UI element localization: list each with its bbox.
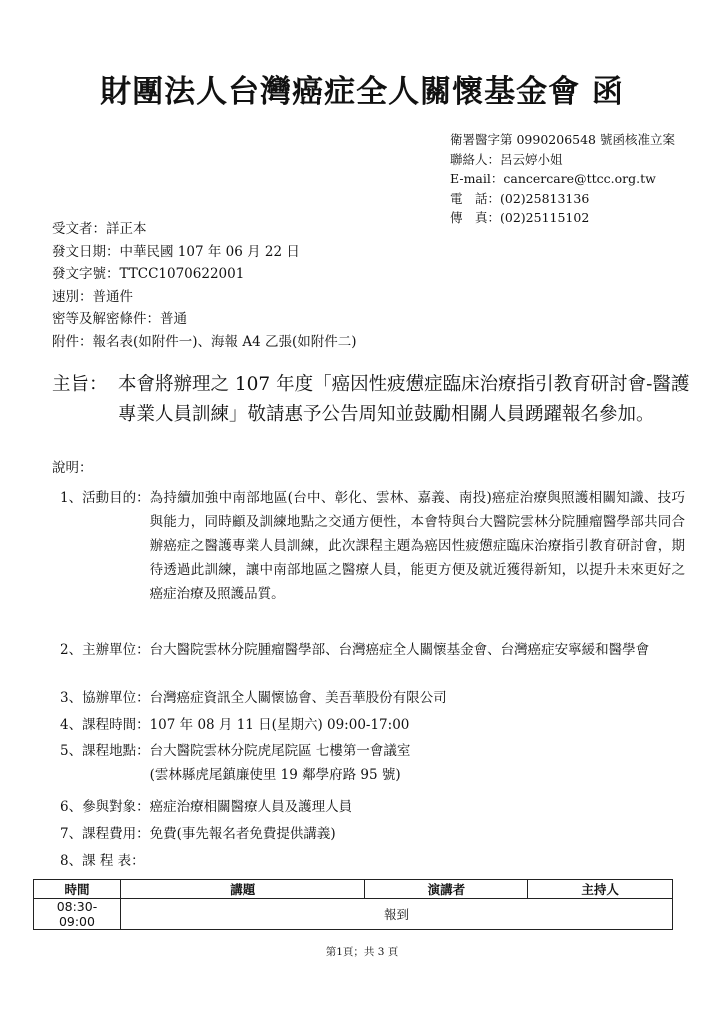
list-item xyxy=(60,486,685,606)
explanation-label: 說明： xyxy=(52,460,93,476)
subject-label: 主旨： xyxy=(52,374,108,395)
col-header-speaker: 演講者 xyxy=(365,880,528,899)
col-header-moderator: 主持人 xyxy=(528,880,673,899)
list-item xyxy=(60,739,685,787)
item-text: 免費(事先報名者免費提供講義) xyxy=(149,826,336,842)
item-label: 2、主辦單位： xyxy=(60,642,150,658)
item-text: 台大醫院雲林分院虎尾院區 七樓第一會議室 xyxy=(149,743,411,759)
item-label: 8、課 程 表： xyxy=(60,853,145,869)
contact-email: E-mail：cancercare@ttcc.org.tw xyxy=(450,171,656,186)
item-text-block xyxy=(150,739,685,787)
document-number: 發文字號：TTCC1070622001 xyxy=(52,266,245,282)
list-item xyxy=(60,638,685,662)
col-header-topic: 講題 xyxy=(120,880,365,899)
item-text xyxy=(148,849,685,873)
item-text: 107 年 08 月 11 日(星期六) 09:00-17:00 xyxy=(149,717,410,733)
item-label: 1、活動目的： xyxy=(60,490,150,506)
item-text: 台大醫院雲林分院腫瘤醫學部、台灣癌症全人關懷基金會、台灣癌症安寧緩和醫學會 xyxy=(149,642,650,658)
list-item xyxy=(60,795,685,819)
cell-time: 08:30- 09:00 xyxy=(34,899,121,930)
table-header-row xyxy=(34,880,673,899)
cell-content: 報到 xyxy=(120,899,672,930)
schedule-table xyxy=(33,879,673,930)
issue-date: 發文日期：中華民國 107 年 06 月 22 日 xyxy=(52,243,300,260)
item-text-address: (雲林縣虎尾鎮廉使里 19 鄰學府路 95 號) xyxy=(149,767,401,783)
recipient: 受文者：詳正本 xyxy=(52,221,147,237)
col-header-time: 時間 xyxy=(34,880,121,899)
document-meta xyxy=(52,218,357,353)
table-row xyxy=(34,899,673,930)
item-text: 為持續加強中南部地區(台中、彰化、雲林、嘉義、南投)癌症治療與照護相關知識、技巧與能力，同時顧及訓練地點之交通方便性，本會特與台大醫院雲林分院腫瘤醫學部共同合辦癌症之醫護專業人員訓練，此次課程主題為癌因性疲憊症臨床治療指引教育研討會，期待透過此訓練，讓中南部地區之醫療人員，能更方便及就近獲得新知，以提升未來更好之癌症治療及照護品質。 xyxy=(149,490,685,602)
contact-fax: 傳 真：(02)25115102 xyxy=(450,210,590,225)
subject-text: 本會將辦理之 107 年度「癌因性疲憊症臨床治療指引教育研討會-醫護專業人員訓練」敬請惠予公告周知並鼓勵相關人員踴躍報名參加。 xyxy=(118,374,690,425)
attachments: 附件：報名表(如附件一)、海報 A4 乙張(如附件二) xyxy=(52,333,357,350)
list-item xyxy=(60,686,685,710)
contact-phone: 電 話：(02)25813136 xyxy=(450,190,590,206)
list-item xyxy=(60,849,685,873)
item-label: 7、課程費用： xyxy=(60,826,150,842)
item-label: 3、協辦單位： xyxy=(60,690,150,706)
delivery-speed: 速別：普通件 xyxy=(52,288,133,305)
item-label: 4、課程時間： xyxy=(60,717,150,733)
item-label: 5、課程地點： xyxy=(60,743,150,759)
item-label: 6、參與對象： xyxy=(60,799,150,815)
contact-block xyxy=(450,130,675,228)
subject xyxy=(52,370,692,430)
document-title: 財團法人台灣癌症全人關懷基金會 函 xyxy=(100,74,624,110)
page-number: 第1頁；共 3 頁 xyxy=(325,946,399,958)
item-text: 癌症治療相關醫療人員及護理人員 xyxy=(149,799,353,815)
list-item xyxy=(60,713,685,737)
security-level: 密等及解密條件：普通 xyxy=(52,311,187,327)
item-text: 台灣癌症資訊全人關懷協會、美吾華股份有限公司 xyxy=(149,690,447,706)
list-item xyxy=(60,822,685,846)
contact-person: 聯絡人：呂云婷小姐 xyxy=(450,151,563,167)
approval-number: 衛署醫字第 0990206548 號函核准立案 xyxy=(450,132,675,147)
